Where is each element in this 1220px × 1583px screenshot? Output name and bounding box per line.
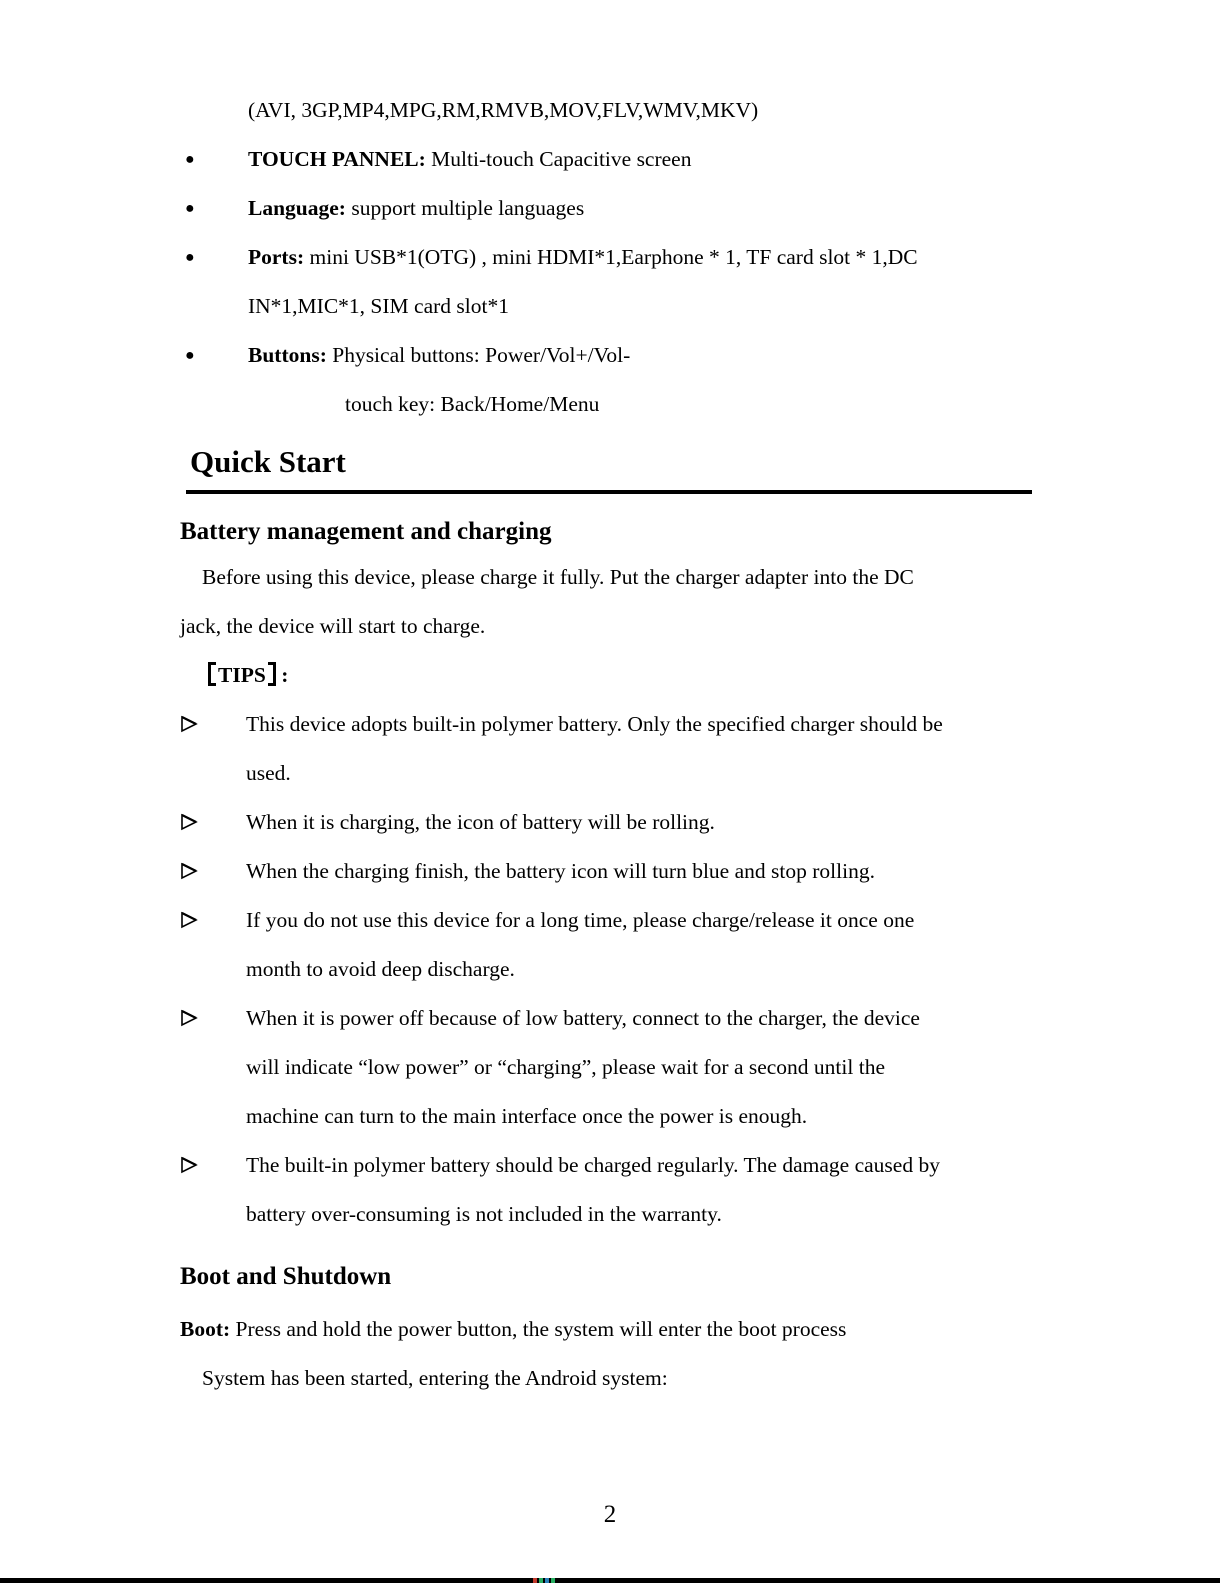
tip-item: When it is power off because of low battery, connect to the charger, the device xyxy=(180,994,1070,1043)
spec-continuation-text: (AVI, 3GP,MP4,MPG,RM,RMVB,MOV,FLV,WMV,MKV) xyxy=(248,98,759,122)
battery-intro-line: jack, the device will start to charge. xyxy=(180,614,486,638)
tips-label: TIPS : xyxy=(180,651,1070,700)
subsection-title-boot: Boot and Shutdown xyxy=(180,1263,392,1290)
scan-artifact-tick xyxy=(539,1578,543,1583)
boot-line: Boot: Press and hold the power button, the system will enter the boot process xyxy=(180,1317,847,1341)
boot-label: Boot: xyxy=(180,1317,231,1341)
spec-text: touch key: Back/Home/Menu xyxy=(345,392,600,416)
spec-text: mini USB*1(OTG) , mini HDMI*1,Earphone * 1, TF card slot * 1,DC xyxy=(309,245,918,269)
arrow-bullet-icon xyxy=(180,911,198,929)
scan-artifact-tick xyxy=(533,1578,537,1583)
spec-label: Ports: xyxy=(248,245,305,269)
tip-item-continuation: will indicate “low power” or “charging”, please wait for a second until the xyxy=(246,1055,885,1079)
boot-line: System has been started, entering the Android system: xyxy=(202,1366,668,1390)
scan-artifact-tick xyxy=(545,1578,549,1583)
tip-item: If you do not use this device for a long time, please charge/release it once one xyxy=(180,896,1070,945)
bullet-dot-icon: ● xyxy=(185,200,195,217)
page-number: 2 xyxy=(603,1501,617,1528)
spec-text: IN*1,MIC*1, SIM card slot*1 xyxy=(248,294,509,318)
scan-artifact-tick xyxy=(551,1578,555,1583)
spec-item-ports xyxy=(180,233,1070,282)
bullet-dot-icon: ● xyxy=(185,347,195,364)
battery-intro-line: Before using this device, please charge it fully. Put the charger adapter into the DC xyxy=(202,565,914,589)
spec-label: TOUCH PANNEL: xyxy=(248,147,426,171)
arrow-bullet-icon xyxy=(180,1156,198,1174)
arrow-bullet-icon xyxy=(180,862,198,880)
spec-continuation-line xyxy=(180,86,1070,135)
spec-item-touch-panel xyxy=(180,135,1070,184)
spec-label: Language: xyxy=(248,196,346,220)
tip-item: When the charging finish, the battery icon will turn blue and stop rolling. xyxy=(180,847,1070,896)
spec-text: Physical buttons: Power/Vol+/Vol- xyxy=(332,343,631,367)
section-title-quick-start: Quick Start xyxy=(186,443,1032,494)
spec-item-buttons xyxy=(180,331,1070,380)
spec-item-ports-continuation xyxy=(180,282,1070,331)
tip-item-continuation: battery over-consuming is not included in the warranty. xyxy=(246,1202,722,1226)
spec-text: support multiple languages xyxy=(351,196,585,220)
left-lenticular-bracket-icon xyxy=(208,662,216,686)
arrow-bullet-icon xyxy=(180,1009,198,1027)
subsection-title-battery: Battery management and charging xyxy=(180,518,552,545)
spec-text: Multi-touch Capacitive screen xyxy=(431,147,692,171)
scan-edge-bar xyxy=(0,1578,1220,1583)
tip-item-continuation: machine can turn to the main interface once the power is enough. xyxy=(246,1104,808,1128)
spec-item-buttons-continuation xyxy=(180,380,1070,429)
right-lenticular-bracket-icon xyxy=(268,662,276,686)
bullet-dot-icon: ● xyxy=(185,151,195,168)
spec-label: Buttons: xyxy=(248,343,327,367)
tip-item: The built-in polymer battery should be charged regularly. The damage caused by xyxy=(180,1141,1070,1190)
tip-item-continuation: month to avoid deep discharge. xyxy=(246,957,515,981)
tip-item: This device adopts built-in polymer battery. Only the specified charger should be xyxy=(180,700,1070,749)
tip-item: When it is charging, the icon of battery will be rolling. xyxy=(180,798,1070,847)
arrow-bullet-icon xyxy=(180,715,198,733)
tip-item-continuation: used. xyxy=(246,761,291,785)
spec-item-language xyxy=(180,184,1070,233)
arrow-bullet-icon xyxy=(180,813,198,831)
bullet-dot-icon: ● xyxy=(185,249,195,266)
